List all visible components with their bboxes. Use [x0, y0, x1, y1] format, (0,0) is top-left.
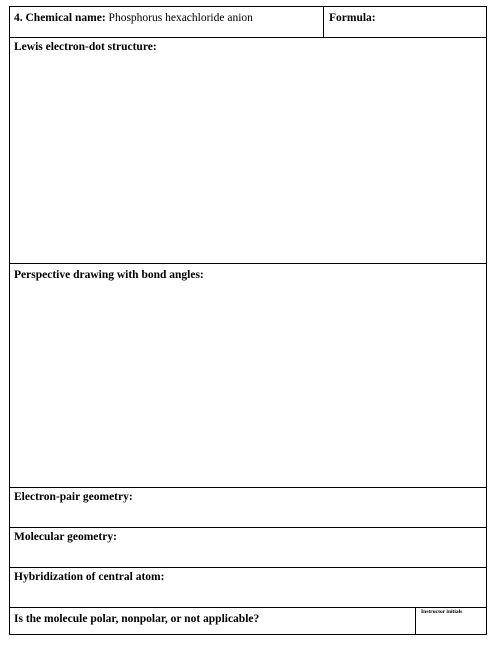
- lewis-structure-label: Lewis electron-dot structure:: [14, 41, 157, 53]
- molecular-geometry-box[interactable]: [10, 527, 486, 567]
- electron-pair-geometry-box[interactable]: [10, 487, 486, 527]
- chemical-name-field: [14, 12, 253, 24]
- polarity-box[interactable]: [10, 607, 486, 634]
- electron-pair-geometry-label: Electron-pair geometry:: [14, 491, 133, 503]
- instructor-initials-divider: [415, 608, 416, 634]
- formula-label: Formula:: [329, 12, 376, 24]
- chemical-name-label: 4. Chemical name:: [14, 12, 106, 24]
- perspective-drawing-box[interactable]: [10, 263, 486, 487]
- header-row: [10, 7, 486, 37]
- worksheet-form: [9, 6, 487, 635]
- header-divider: [323, 7, 324, 37]
- molecular-geometry-label: Molecular geometry:: [14, 531, 117, 543]
- lewis-structure-box[interactable]: [10, 37, 486, 263]
- chemical-name-value: Phosphorus hexachloride anion: [108, 12, 253, 24]
- perspective-drawing-label: Perspective drawing with bond angles:: [14, 269, 204, 281]
- hybridization-label: Hybridization of central atom:: [14, 571, 165, 583]
- hybridization-box[interactable]: [10, 567, 486, 607]
- polarity-label: Is the molecule polar, nonpolar, or not applicable?: [14, 613, 260, 625]
- instructor-initials-label: Instructor initials: [421, 609, 463, 615]
